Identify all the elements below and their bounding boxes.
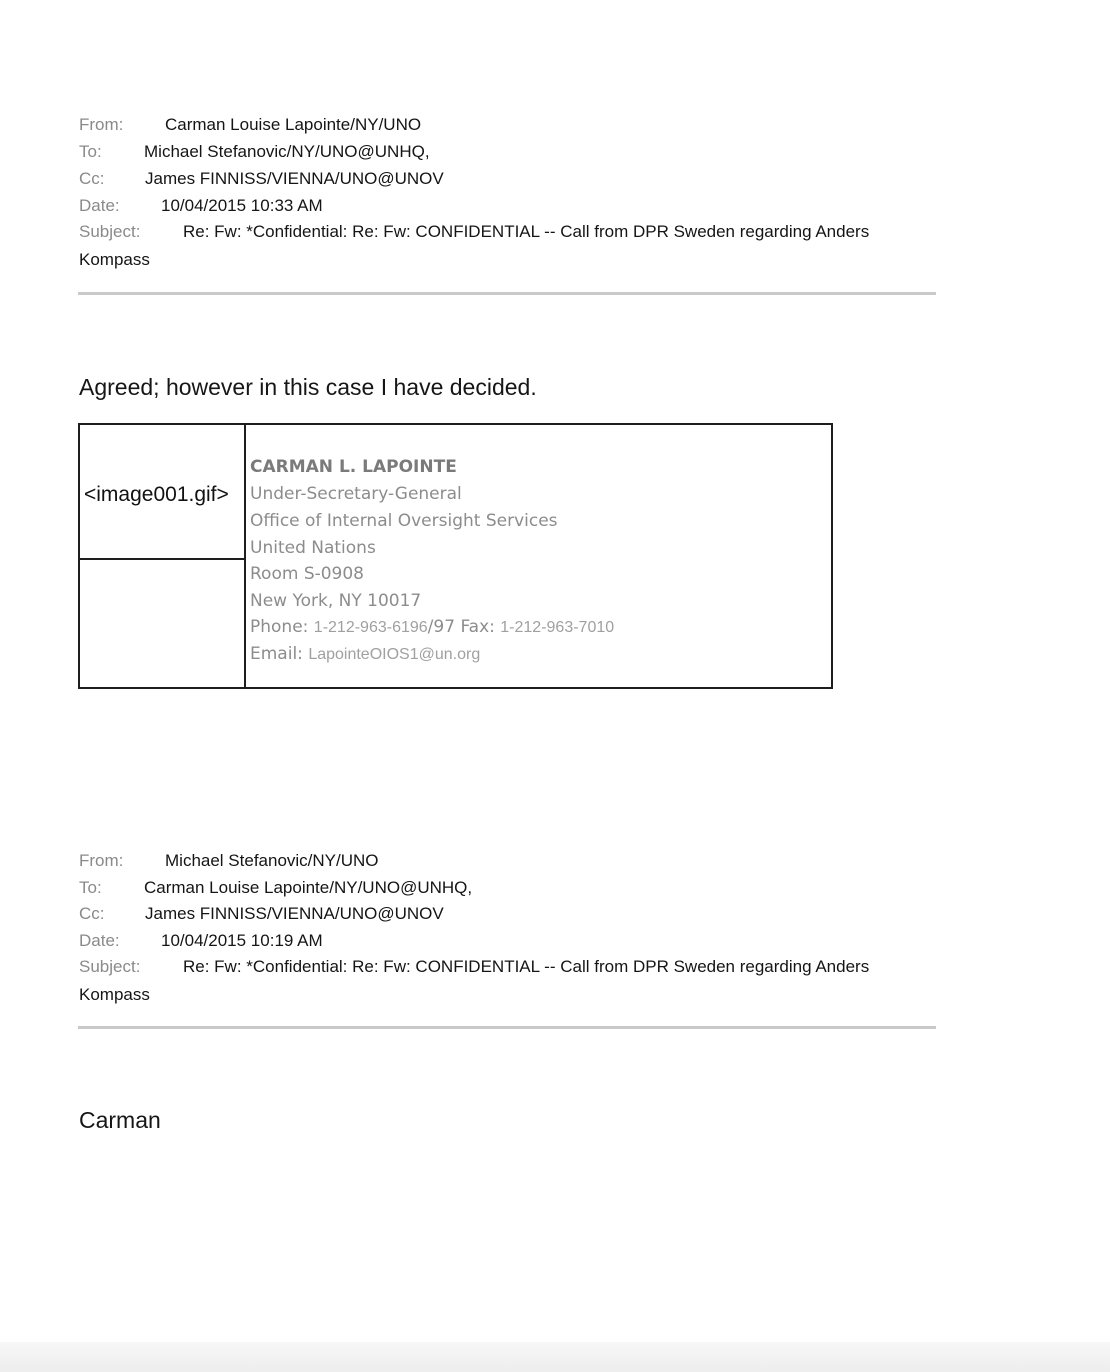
cc-label: Cc: [79,169,105,188]
subject-continued: Kompass [79,985,150,1004]
from-label: From: [79,115,124,134]
header-divider-2 [78,1026,936,1029]
to-label: To: [79,142,102,161]
image-placeholder: <image001.gif> [84,483,229,506]
email-link[interactable]: LapointeOIOS1@un.org [308,646,481,663]
cc-value: James FINNISS/VIENNA/UNO@UNOV [145,904,444,923]
phone-ext: /97 [427,617,456,637]
signature-block [78,423,833,689]
message-body: Agreed; however in this case I have decided. [79,374,537,400]
signature-org: United Nations [250,538,376,558]
signature-office: Office of Internal Oversight Services [250,511,558,531]
to-label: To: [79,878,102,897]
cc-value: James FINNISS/VIENNA/UNO@UNOV [145,169,444,188]
signature-email-line [250,644,480,664]
signature-room: Room S-0908 [250,564,365,584]
from-value: Michael Stefanovic/NY/UNO [165,851,379,870]
date-label: Date: [79,931,120,950]
to-value: Carman Louise Lapointe/NY/UNO@UNHQ, [144,878,473,897]
fax-value: 1-212-963-7010 [500,619,615,636]
subject-continued: Kompass [79,250,150,269]
signature-phone-line [250,617,614,637]
cc-label: Cc: [79,904,105,923]
date-value: 10/04/2015 10:19 AM [161,931,323,950]
phone-value: 1-212-963-6196 [313,619,428,636]
from-value: Carman Louise Lapointe/NY/UNO [165,115,422,134]
to-value: Michael Stefanovic/NY/UNO@UNHQ, [144,142,430,161]
signature-title: Under-Secretary-General [250,484,462,504]
message-body-2: Carman [79,1107,161,1133]
phone-label: Phone: [250,617,309,637]
subject-label: Subject: [79,222,141,241]
date-label: Date: [79,196,120,215]
from-label: From: [79,851,124,870]
signature-name: CARMAN L. LAPOINTE [250,457,457,477]
subject-value: Re: Fw: *Confidential: Re: Fw: CONFIDENTIAL -- Call from DPR Sweden regarding Anders [183,957,870,976]
date-value: 10/04/2015 10:33 AM [161,196,323,215]
signature-city: New York, NY 10017 [250,591,422,611]
subject-value: Re: Fw: *Confidential: Re: Fw: CONFIDENTIAL -- Call from DPR Sweden regarding Anders [183,222,870,241]
header-divider [78,292,936,295]
fax-label: Fax: [460,617,495,637]
page-edge-shadow [0,1342,1110,1372]
subject-label: Subject: [79,957,141,976]
signature-image-cell [80,425,246,687]
signature-row-divider [80,558,246,560]
email-label: Email: [250,644,303,664]
